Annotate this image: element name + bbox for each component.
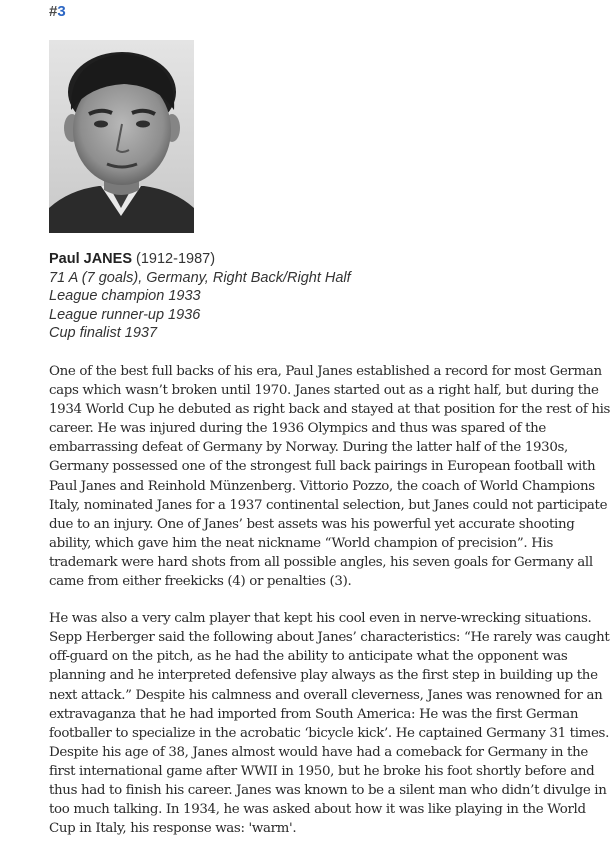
- player-portrait-image: [49, 40, 194, 233]
- rank-heading: [49, 3, 66, 21]
- player-name: Paul JANES: [49, 251, 132, 267]
- player-caps: 71 A (7 goals), Germany, Right Back/Right Half: [49, 269, 351, 286]
- bio-paragraph-1: One of the best full backs of his era, Paul Janes established a record for most German caps which wasn’t broken until 1970. Janes started out as a right half, but during the 1934 World Cup he debuted as right back and stayed at that position for the rest of his career. He was injured during the 1936 Olympics and thus was spared of the embarrassing defeat of Germany by Norway. During the latter half of the 1930s, Germany possessed one of the strongest full back pairings in European football with Paul Janes and Reinhold Münzenberg. Vittorio Pozzo, the coach of World Champions Italy, nominated Janes for a 1937 continental selection, but Janes could not participate due to an injury. One of Janes’ best assets was his powerful yet accurate shooting ability, which gave him the neat nickname “World champion of precision”. His trademark were hard shots from all possible angles, his seven goals for Germany all came from either freekicks (4) or penalties (3).: [49, 364, 611, 590]
- player-photo: [49, 40, 194, 233]
- player-years: (1912-1987): [136, 251, 216, 267]
- honor-league-champion: League champion 1933: [49, 288, 201, 304]
- player-info: [49, 250, 351, 343]
- biography: [49, 362, 611, 856]
- honor-league-runner-up: League runner-up 1936: [49, 306, 201, 323]
- rank-number: 3: [57, 3, 66, 20]
- honor-cup-finalist: Cup finalist 1937: [49, 325, 158, 341]
- name-line: [49, 250, 351, 269]
- rank-hash: #: [49, 3, 58, 20]
- bio-paragraph-2: He was also a very calm player that kept his cool even in nerve-wrecking situations. Sepp Herberger said the following about Janes’ characteristics: “He rarely was caught off-guard on the pitch, as he had the ability to anticipate what the opponent was planning and he interpreted defensive play always as the first step in building up the next attack.” Despite his calmness and overall cleverness, Janes was renowned for an extravaganza that he had imported from South America: He was the first German footballer to specialize in the acrobatic ‘bicycle kick’. He captained Germany 31 times. Despite his age of 38, Janes almost would have had a comeback for Germany in the first international game after WWII in 1950, but he broke his foot shortly before and thus had to finish his career. Janes was known to be a silent man who didn’t divulge in too much talking. In 1934, he was asked about how it was like playing in the World Cup in Italy, his response was: 'warm'.: [49, 611, 610, 837]
